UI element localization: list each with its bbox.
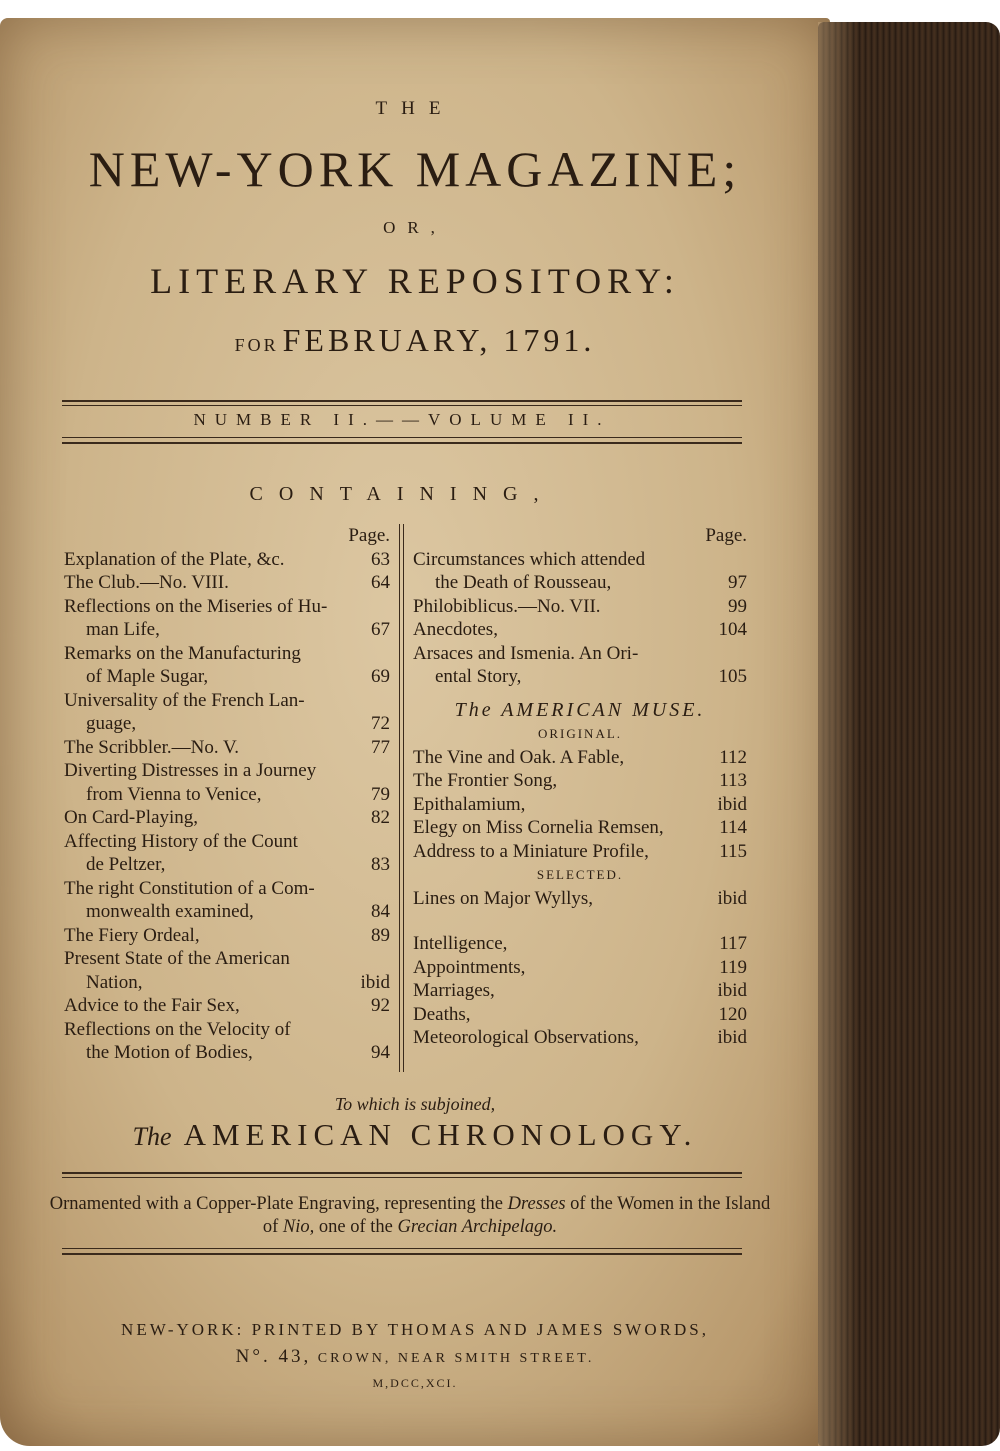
toc-entry-page: 117 [719,933,747,954]
toc-entry-page: 79 [371,783,390,805]
imprint-number: N°. 43, [235,1346,312,1367]
toc-entry-title: Circumstances which attended [413,548,646,570]
toc-entry [413,665,747,689]
toc-entry-page: ibid [717,980,747,1001]
toc-entry-title: Lines on Major Wyllys, [413,887,594,909]
chronology-name: AMERICAN CHRONOLOGY. [183,1117,698,1152]
toc-entry [64,994,390,1018]
toc-entry-title: monwealth examined, [86,901,254,922]
toc-entry [413,595,747,619]
toc-entry-title: Deaths, [413,1003,471,1025]
toc-entry [64,689,390,713]
toc-entry-page: 113 [719,770,747,791]
toc-entry-page: 115 [719,840,747,862]
selected-label: SELECTED. [536,867,624,882]
title-or: OR, [383,218,447,237]
toc-entry [413,571,747,595]
toc-entry [413,769,747,793]
toc-entry-page: 77 [371,736,390,758]
toc-entry-title: Reflections on the Velocity of [64,1018,291,1040]
toc-entry [64,548,390,572]
column-divider-2 [403,524,404,1072]
ornament-note [40,1193,780,1239]
toc-entry [64,947,390,971]
toc-entry-title: Universality of the French Lan- [64,689,305,711]
section-spacer [413,910,747,932]
imprint-year: M,DCC,XCI. [372,1376,458,1390]
toc-entry-page: 72 [371,713,390,734]
toc-entry [64,571,390,595]
chronology-the: The [132,1122,172,1151]
toc-entry [64,642,390,666]
toc-entry-page: 105 [718,666,747,687]
chronology-title [0,1117,830,1153]
toc-entry-title: from Vienna to Venice, [86,783,262,805]
toc-entry-title: The Club.—No. VIII. [64,572,229,593]
toc-entry-title: Appointments, [413,956,526,978]
toc-entry-title: the Death of Rousseau, [435,572,612,593]
issue-line [0,322,830,359]
repository-title: LITERARY REPOSITORY: [150,261,680,301]
toc-entry-title: The Scribbler.—No. V. [64,736,240,758]
page-header-left: Page. [348,525,390,546]
toc-entry [64,712,390,736]
toc-entry-title: The Fiery Ordeal, [64,924,200,946]
title-the: THE [375,98,455,119]
toc-entry [413,956,747,980]
toc-entry [413,618,747,642]
ornament-text-1: Ornamented with a Copper-Plate Engraving, representing the [49,1194,503,1214]
rule-bottom-1 [62,1248,742,1249]
imprint-line-2 [0,1346,830,1368]
rule-mid-1 [62,437,742,438]
toc-entry-title: Marriages, [413,980,495,1001]
rule-top-2 [62,405,742,406]
issue-date: FEBRUARY, 1791. [282,322,596,358]
rule-mid-2 [62,442,742,444]
toc-entry-title: Elegy on Miss Cornelia Remsen, [413,817,664,838]
toc-entry-page: 84 [371,901,390,922]
toc-entry-title: guage, [86,713,137,734]
toc-entry [64,1018,390,1042]
toc-entry-title: The Vine and Oak. A Fable, [413,746,625,768]
toc-entry [64,783,390,807]
toc-entry [413,642,747,666]
toc-entry-page: 69 [371,666,390,687]
rule-top-1 [62,400,742,402]
toc-entry [413,840,747,864]
toc-entry [64,971,390,995]
toc-entry-page: 64 [371,572,390,593]
toc-left-column [64,524,390,1065]
toc-entry-title: Epithalamium, [413,793,526,815]
page-header-right: Page. [705,525,747,546]
toc-entry-title: de Peltzer, [86,854,166,875]
toc-entry [413,979,747,1003]
toc-entry-title: Reflections on the Miseries of Hu- [64,595,328,617]
american-muse-heading: The AMERICAN MUSE. [454,698,706,721]
toc-entry-title: Affecting History of the Count [64,830,298,852]
toc-entry-title: Philobiblicus.—No. VII. [413,595,601,617]
toc-entry [413,816,747,840]
toc-entry-title: Nation, [86,971,143,993]
toc-entry [64,853,390,877]
toc-entry-page: ibid [717,793,747,815]
toc-entry [64,924,390,948]
issue-for: FOR [234,335,279,355]
subjoined-line: To which is subjoined, [334,1094,496,1114]
ornament-text-2: of the Women in the Island of [262,1194,771,1237]
toc-entry-title: Remarks on the Manufacturing [64,642,301,664]
toc-entry [413,746,747,770]
toc-entry-page: 112 [719,746,747,768]
toc-entry [413,887,747,911]
toc-entry-title: The Frontier Song, [413,770,558,791]
toc-entry [64,806,390,830]
toc-entry-page: 97 [728,572,747,593]
toc-entry-page: 119 [719,956,747,978]
imprint-line-1: NEW-YORK: PRINTED BY THOMAS AND JAMES SWORDS, [121,1320,709,1339]
toc-entry-page: 94 [371,1042,390,1063]
toc-entry-page: 67 [371,619,390,640]
toc-entry-page: 92 [371,995,390,1016]
toc-entry-page: 120 [718,1003,747,1025]
toc-entry-page: ibid [360,971,390,993]
toc-entry-title: ental Story, [435,666,522,687]
toc-entry-page: ibid [717,1027,747,1048]
toc-entry-title: Explanation of the Plate, &c. [64,548,285,570]
toc-entry-page: 83 [371,854,390,875]
toc-entry-page: 82 [371,807,390,828]
rule-bottom-2 [62,1253,742,1255]
toc-entry-page: 63 [371,548,390,570]
toc-entry-page: 89 [371,924,390,946]
magazine-title: NEW-YORK MAGAZINE; [88,141,742,197]
toc-entry [413,932,747,956]
toc-entry [64,877,390,901]
toc-entry [64,595,390,619]
ornament-nio: Nio, [282,1217,315,1237]
ornament-archipelago: Grecian Archipelago. [397,1217,558,1237]
toc-entry-title: Intelligence, [413,933,508,954]
toc-entry [413,548,747,572]
toc-entry-title: Address to a Miniature Profile, [413,840,649,862]
ornament-dresses: Dresses [507,1194,566,1214]
original-label: ORIGINAL. [537,726,623,741]
containing-heading: CONTAINING, [249,483,555,505]
toc-entry-page: 99 [728,595,747,617]
ornament-text-3: one of the [318,1217,393,1237]
toc-entry [64,759,390,783]
toc-entry [64,736,390,760]
toc-entry-title: Advice to the Fair Sex, [64,995,240,1016]
toc-entry [413,1026,747,1050]
toc-entry-title: of Maple Sugar, [86,666,209,687]
toc-entry [64,665,390,689]
number-volume: NUMBER II.——VOLUME II. [193,410,611,429]
toc-entry [413,1003,747,1027]
toc-entry-title: On Card-Playing, [64,807,199,828]
toc-right-column [413,524,747,1050]
toc-entry [64,1041,390,1065]
toc-entry [413,793,747,817]
column-divider-1 [399,524,400,1072]
toc-entry [64,830,390,854]
toc-entry-title: Arsaces and Ismenia. An Ori- [413,642,639,664]
rule-orn-1 [62,1172,742,1174]
toc-entry-title: the Motion of Bodies, [86,1042,253,1063]
toc-entry-title: The right Constitution of a Com- [64,877,315,899]
toc-entry-title: Meteorological Observations, [413,1027,639,1048]
toc-entry-page: 104 [718,619,747,640]
toc-entry-page: 114 [719,817,747,838]
rule-orn-2 [62,1177,742,1178]
imprint-address: CROWN, NEAR SMITH STREET. [317,1351,595,1366]
toc-entry-page: ibid [717,887,747,909]
toc-entry-title: Diverting Distresses in a Journey [64,760,317,781]
toc-entry [64,618,390,642]
toc-entry-title: man Life, [86,619,160,640]
toc-entry [64,900,390,924]
toc-entry-title: Present State of the American [64,948,290,969]
toc-entry-title: Anecdotes, [413,619,498,640]
